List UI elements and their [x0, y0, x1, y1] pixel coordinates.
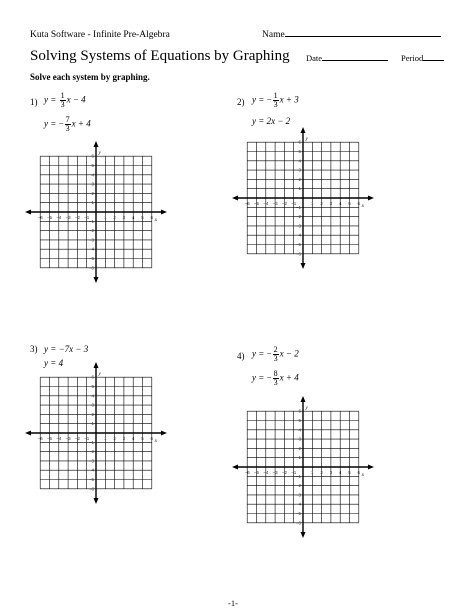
- x-axis-label: x: [154, 439, 158, 444]
- x-tick-label: −1: [84, 215, 90, 220]
- y-tick-label: 6: [91, 374, 94, 380]
- problem-1-number: 1): [30, 97, 38, 107]
- problem-3-number: 3): [30, 344, 38, 354]
- y-axis-arrow-up: [301, 396, 306, 402]
- y-tick-label: −5: [88, 256, 94, 261]
- y-tick-label: −3: [295, 223, 301, 229]
- x-tick-label: −2: [281, 201, 287, 206]
- x-tick-label: 5: [348, 201, 351, 206]
- problem-4-number: 4): [237, 351, 245, 361]
- y-tick-label: −3: [295, 492, 301, 498]
- y-tick-label: −1: [88, 218, 94, 224]
- x-tick-label: 5: [141, 215, 144, 220]
- x-tick-label: −6: [37, 215, 43, 220]
- x-tick-label: 6: [150, 215, 154, 220]
- y-tick-label: −2: [88, 449, 94, 455]
- y-tick-label: −3: [88, 237, 94, 243]
- y-tick-label: −5: [295, 511, 301, 516]
- x-tick-label: −4: [263, 201, 269, 206]
- y-tick-label: −4: [295, 501, 301, 507]
- x-tick-label: 6: [357, 201, 361, 206]
- y-tick-label: −5: [88, 477, 94, 482]
- instructions: Solve each system by graphing.: [30, 72, 150, 82]
- worksheet-title: Solving Systems of Equations by Graphing: [30, 48, 290, 64]
- x-tick-label: −2: [74, 215, 80, 220]
- x-tick-label: 6: [357, 470, 361, 475]
- date-label: Date: [306, 53, 323, 63]
- problem-3-equation-2: y = 4: [44, 358, 64, 368]
- x-tick-label: 4: [338, 201, 342, 206]
- x-tick-label: 2: [320, 470, 323, 475]
- x-tick-label: 5: [348, 470, 351, 475]
- software-label: Kuta Software - Infinite Pre-Algebra: [30, 30, 170, 40]
- y-tick-label: 2: [298, 176, 301, 182]
- x-tick-label: −3: [65, 215, 71, 220]
- y-tick-label: 6: [91, 153, 94, 159]
- x-axis-label: x: [154, 218, 158, 223]
- x-tick-label: −3: [65, 436, 71, 441]
- y-axis-arrow-down: [301, 532, 306, 538]
- y-tick-label: 5: [91, 384, 94, 389]
- y-axis-label: y: [305, 406, 308, 412]
- y-tick-label: 3: [91, 181, 94, 187]
- x-tick-label: 3: [122, 215, 126, 220]
- problem-2-equation-1: y = − $\frac{1}{3}$ x + 3: [252, 91, 299, 109]
- x-tick-label: −4: [56, 215, 62, 220]
- x-tick-label: 1: [104, 215, 107, 220]
- x-tick-label: 6: [150, 436, 154, 441]
- problem-2-equation-2: y = 2x − 2: [252, 116, 291, 126]
- x-tick-label: −4: [56, 436, 62, 441]
- y-axis-label: y: [305, 137, 308, 143]
- name-label: Name: [262, 30, 285, 40]
- y-tick-label: −1: [295, 204, 301, 210]
- y-tick-label: 6: [298, 139, 301, 145]
- x-tick-label: −5: [46, 436, 53, 441]
- x-axis-arrow-left: [232, 465, 238, 470]
- y-tick-label: 1: [91, 421, 94, 427]
- y-tick-label: 3: [298, 167, 301, 173]
- x-tick-label: 2: [320, 201, 323, 206]
- y-tick-label: −6: [295, 520, 301, 526]
- problem-3-equation-1: y = −7x − 3: [44, 344, 89, 354]
- y-tick-label: −5: [295, 242, 301, 247]
- x-tick-label: 2: [113, 215, 116, 220]
- x-tick-label: −6: [37, 436, 43, 441]
- problem-2-number: 2): [237, 97, 245, 107]
- x-tick-label: −6: [244, 201, 250, 206]
- y-tick-label: −2: [295, 483, 301, 489]
- x-axis-label: x: [361, 204, 365, 209]
- x-tick-label: −5: [253, 470, 260, 475]
- x-tick-label: 4: [131, 215, 135, 220]
- x-tick-label: 3: [329, 470, 333, 475]
- y-tick-label: 6: [298, 408, 301, 414]
- y-tick-label: 3: [298, 436, 301, 442]
- x-tick-label: 1: [311, 470, 314, 475]
- y-tick-label: 5: [298, 149, 301, 154]
- y-axis-label: y: [98, 372, 101, 378]
- y-tick-label: 4: [91, 393, 94, 399]
- y-tick-label: 2: [298, 445, 301, 451]
- y-tick-label: −4: [88, 246, 94, 252]
- problem-4-equation-2: y = − $\frac{8}{3}$ x + 4: [252, 369, 299, 387]
- x-tick-label: 2: [113, 436, 116, 441]
- y-tick-label: 4: [298, 158, 301, 164]
- x-axis-arrow-right: [368, 465, 374, 470]
- y-tick-label: −4: [88, 467, 94, 473]
- x-tick-label: 4: [338, 470, 342, 475]
- x-tick-label: −5: [46, 215, 53, 220]
- y-tick-label: 2: [91, 190, 94, 196]
- x-tick-label: −4: [263, 470, 269, 475]
- y-tick-label: 4: [91, 172, 94, 178]
- y-tick-label: 5: [91, 163, 94, 168]
- y-tick-label: −6: [295, 251, 301, 257]
- y-tick-label: 2: [91, 411, 94, 417]
- y-axis-label: y: [98, 151, 101, 157]
- x-tick-label: 5: [141, 436, 144, 441]
- y-tick-label: −4: [295, 232, 301, 238]
- y-tick-label: −6: [88, 265, 94, 271]
- y-tick-label: −1: [295, 473, 301, 479]
- y-tick-label: −6: [88, 486, 94, 492]
- x-tick-label: −6: [244, 470, 250, 475]
- x-tick-label: 1: [311, 201, 314, 206]
- y-tick-label: 3: [91, 402, 94, 408]
- x-tick-label: 3: [122, 436, 126, 441]
- y-tick-label: −3: [88, 458, 94, 464]
- y-tick-label: −2: [295, 214, 301, 220]
- x-tick-label: −3: [272, 470, 278, 475]
- x-tick-label: 3: [329, 201, 333, 206]
- y-tick-label: −2: [88, 228, 94, 234]
- period-label: Period: [401, 53, 424, 63]
- x-tick-label: −1: [84, 436, 90, 441]
- page-number: -1-: [228, 598, 238, 608]
- y-tick-label: 1: [298, 455, 301, 461]
- x-tick-label: −2: [281, 470, 287, 475]
- x-tick-label: 1: [104, 436, 107, 441]
- problem-4-equation-1: y = − $\frac{2}{3}$ x − 2: [252, 345, 299, 363]
- y-tick-label: 1: [91, 200, 94, 206]
- problem-1-equation-2: y = − $\frac{7}{3}$ x + 4: [44, 115, 91, 133]
- x-tick-label: −2: [74, 436, 80, 441]
- x-tick-label: −3: [272, 201, 278, 206]
- y-tick-label: −1: [88, 439, 94, 445]
- y-tick-label: 4: [298, 427, 301, 433]
- x-tick-label: −1: [291, 201, 297, 206]
- x-tick-label: −1: [291, 470, 297, 475]
- y-tick-label: 5: [298, 418, 301, 423]
- x-axis-label: x: [361, 473, 365, 478]
- problem-1-equation-1: y = $\frac{1}{3}$ x − 4: [44, 91, 86, 109]
- x-tick-label: 4: [131, 436, 135, 441]
- x-tick-label: −5: [253, 201, 260, 206]
- y-tick-label: 1: [298, 186, 301, 192]
